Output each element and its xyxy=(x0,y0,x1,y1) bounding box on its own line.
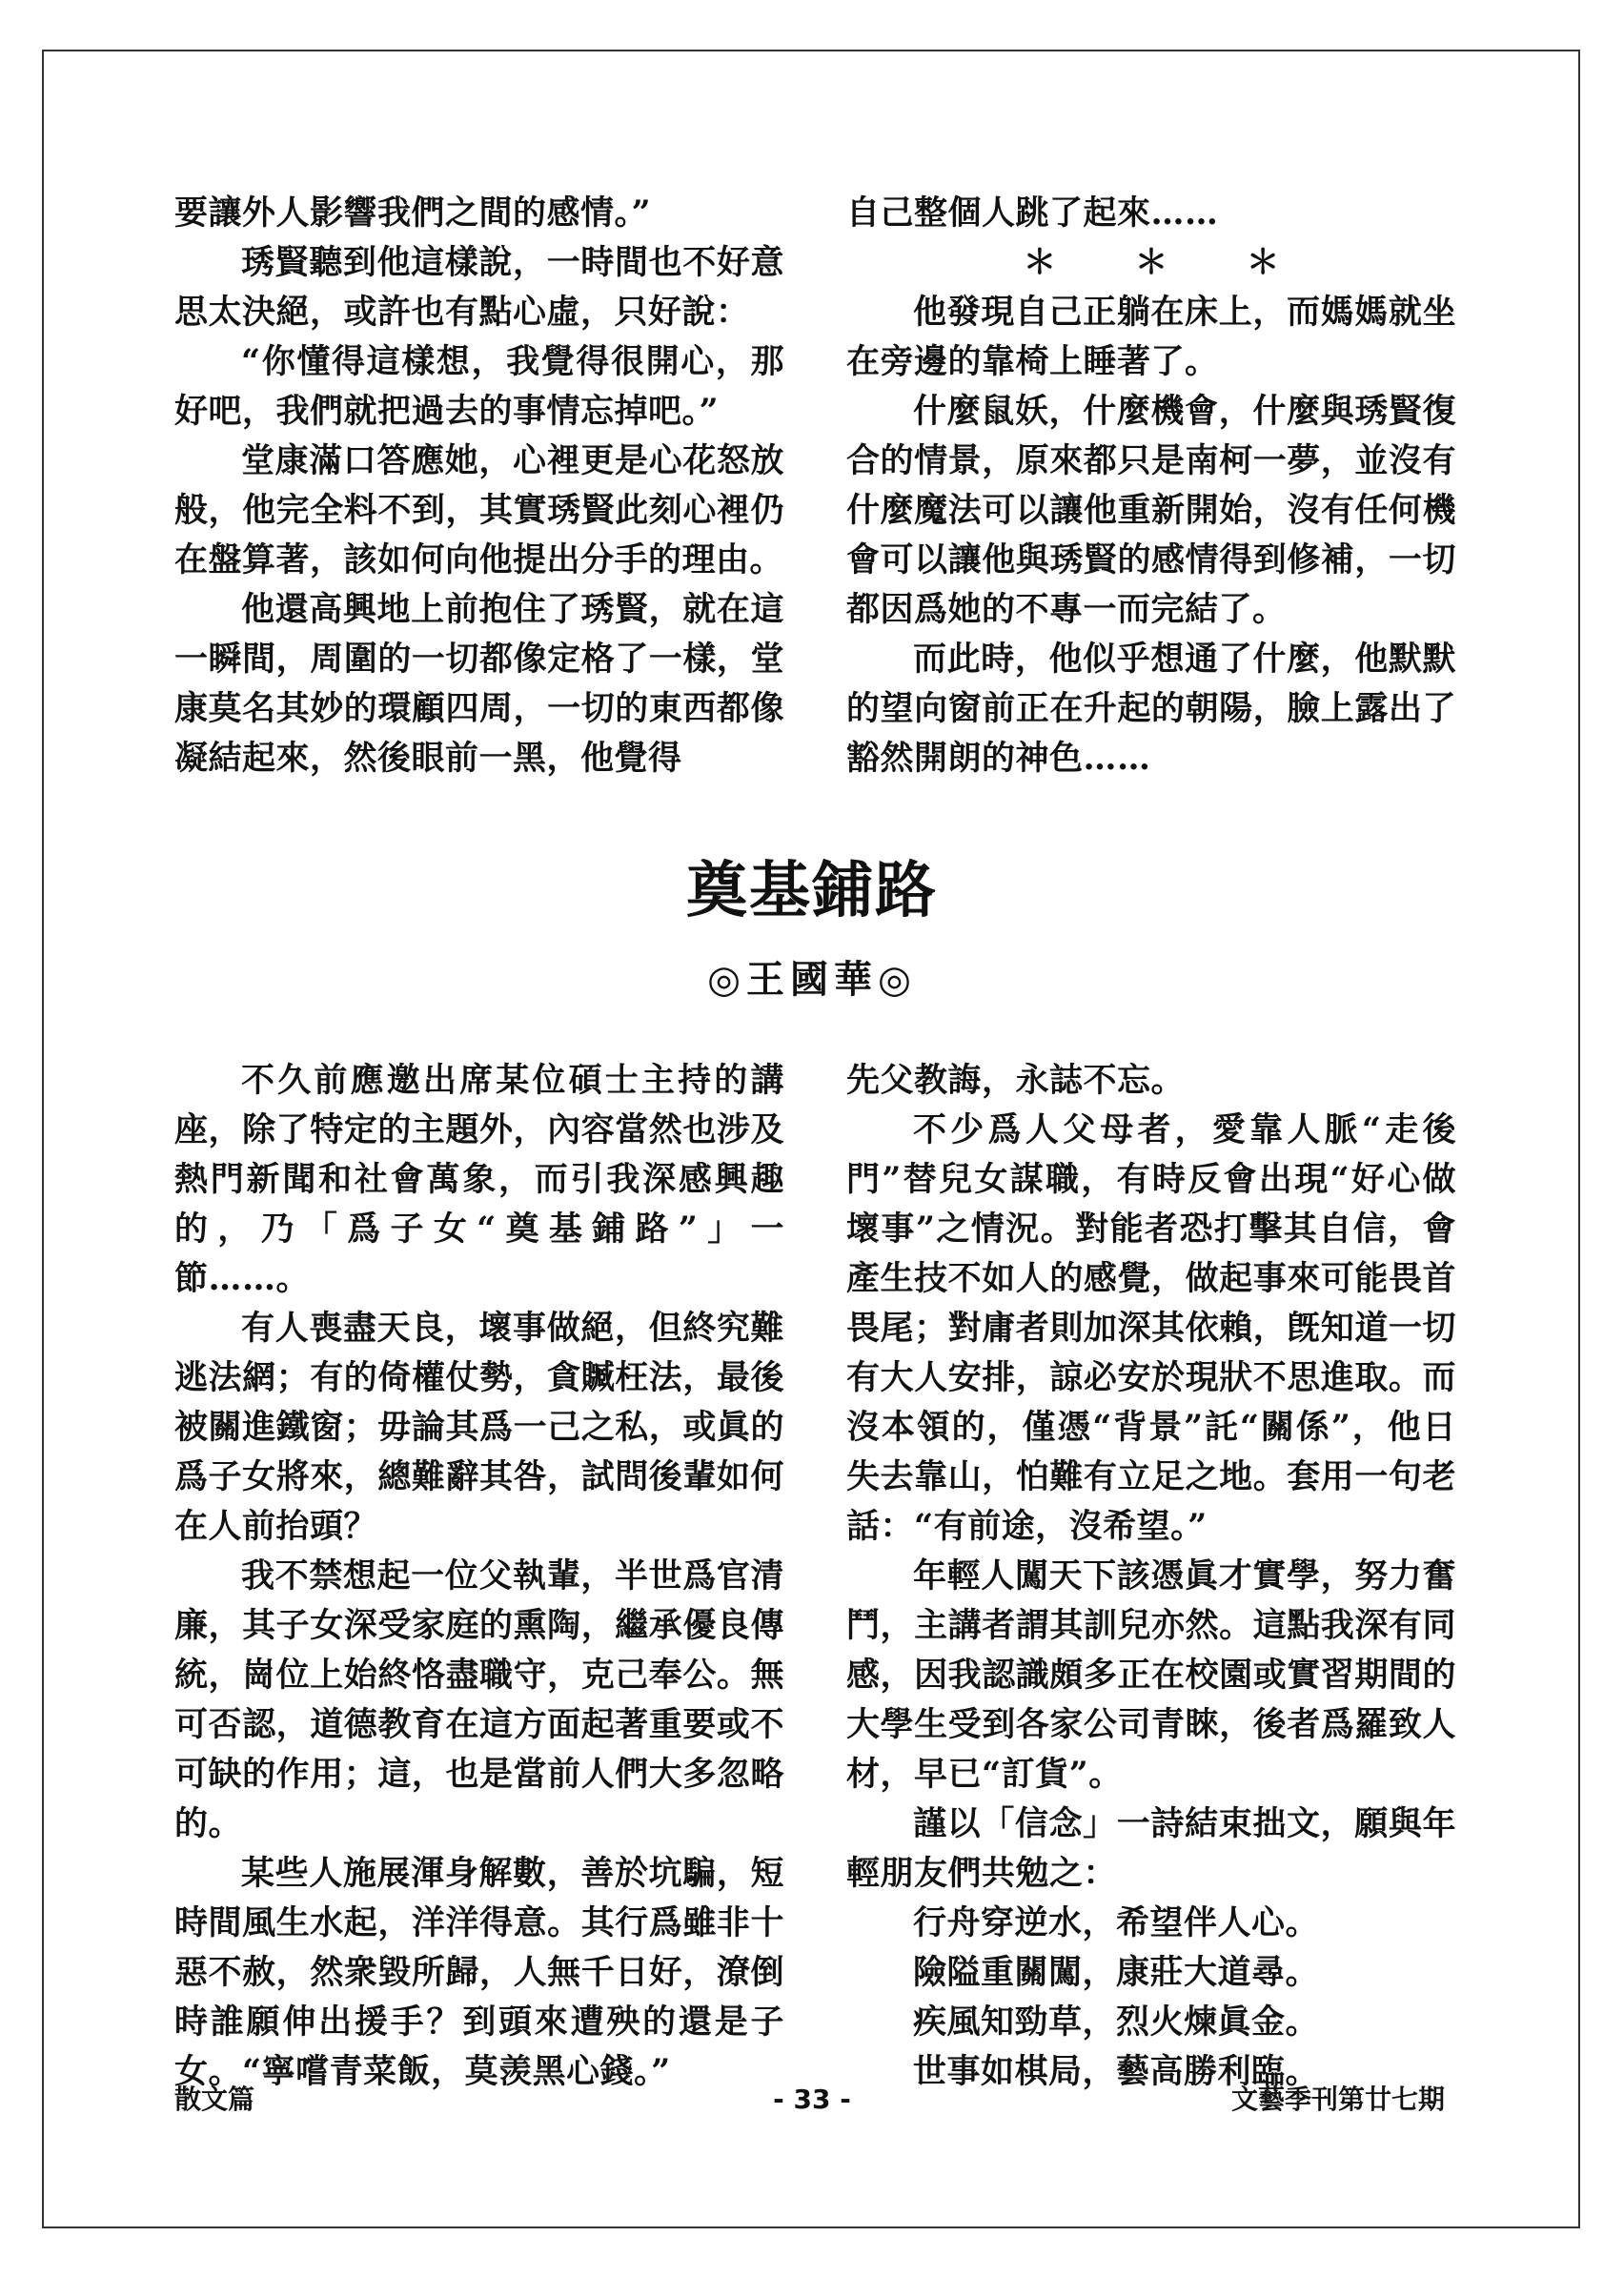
paragraph: 先父教誨，永誌不忘。 xyxy=(846,1061,1186,1100)
article-title: 奠基鋪路 xyxy=(686,855,938,926)
paragraph: 我不禁想起一位父執輩，半世爲官清廉，其子女深受家庭的熏陶，繼承優良傳統，崗位上始終恪盡職守，克己奉公。無可否認，道德教育在這方面起著重要或不可缺的作用；這，也是當前人們大多忽略的。 xyxy=(174,1556,784,1843)
footer-section-label: 散文篇 xyxy=(174,2084,255,2115)
paragraph: 謹以「信念」一詩結束拙文，願與年輕朋友們共勉之： xyxy=(846,1804,1456,1893)
paragraph: 琇賢聽到他這樣說，一時間也不好意思太決絕，或許也有點心虛，只好說： xyxy=(174,243,784,332)
page-number: - 33 - xyxy=(773,2084,851,2115)
article-author: ◎王國華◎ xyxy=(707,957,917,1002)
paragraph: 堂康滿口答應她，心裡更是心花怒放般，他完全料不到，其實琇賢此刻心裡仍在盤算著，該如何向他提出分手的理由。 xyxy=(174,441,784,579)
paragraph: 不少爲人父母者，愛靠人脈“走後門”替兒女謀職，有時反會出現“好心做壞事”之情況。對能者恐打擊其自信，會產生技不如人的感覺，做起事來可能畏首畏尾；對庸者則加深其依賴，旣知道一切有大人安排，諒必安於現狀不思進取。而沒本領的，僅憑“背景”託“關係”，他日失去靠山，怕難有立足之地。套用一句老話：“有前途，沒希望。” xyxy=(846,1110,1456,1546)
paragraph: 要讓外人影響我們之間的感情。” xyxy=(174,193,652,233)
poem-line: 險隘重關闖，康莊大道尋。 xyxy=(913,1953,1320,1992)
paragraph: 什麼鼠妖，什麼機會，什麼與琇賢復合的情景，原來都只是南柯一夢，並沒有什麼魔法可以讓他重新開始，沒有任何機會可以讓他與琇賢的感情得到修補，一切都因爲她的不專一而完結了。 xyxy=(846,392,1456,629)
paragraph: 年輕人闖天下該憑眞才實學，努力奮鬥，主講者謂其訓兒亦然。這點我深有同感，因我認識頗多正在校園或實習期間的大學生受到各家公司青睞，後者爲羅致人材，早已“訂貨”。 xyxy=(846,1556,1456,1794)
section-break-stars: ＊ ＊ ＊ xyxy=(1023,243,1280,282)
paragraph: 而此時，他似乎想通了什麼，他默默的望向窗前正在升起的朝陽，臉上露出了豁然開朗的神色…… xyxy=(846,640,1456,778)
footer-publication: 文藝季刊第廿七期 xyxy=(1230,2084,1445,2115)
paragraph: 他發現自己正躺在床上，而媽媽就坐在旁邊的靠椅上睡著了。 xyxy=(846,293,1456,381)
article-right-column xyxy=(846,1056,1456,2097)
story-end-left-column xyxy=(174,189,784,783)
paragraph: “你懂得這樣想，我覺得很開心，那好吧，我們就把過去的事情忘掉吧。” xyxy=(174,342,784,431)
story-end-right-column xyxy=(846,189,1456,783)
paragraph: 不久前應邀出席某位碩士主持的講座，除了特定的主題外，內容當然也涉及熱門新聞和社會萬象，而引我深感興趣的，乃「爲子女“奠基鋪路”」一節……。 xyxy=(174,1061,784,1298)
poem-line: 世事如棋局，藝高勝利臨。 xyxy=(913,2052,1320,2091)
paragraph: 自己整個人跳了起來…… xyxy=(846,193,1219,233)
article-left-column xyxy=(174,1056,784,2097)
poem-line: 行舟穿逆水，希望伴人心。 xyxy=(913,1903,1320,1942)
paragraph: 某些人施展渾身解數，善於坑騙，短時間風生水起，洋洋得意。其行爲雖非十惡不赦，然衆毀所歸，人無千日好，潦倒時誰願伸出援手？到頭來遭殃的還是子女。“寧嚐青菜飯，莫羡黑心錢。” xyxy=(174,1854,784,2091)
paragraph: 有人喪盡天良，壞事做絕，但終究難逃法網；有的倚權仗勢，貪贓枉法，最後被關進鐵窗；毋論其爲一己之私，或眞的爲子女將來，總難辭其咎，試問後輩如何在人前抬頭？ xyxy=(174,1309,784,1546)
paragraph: 他還高興地上前抱住了琇賢，就在這一瞬間，周圍的一切都像定格了一樣，堂康莫名其妙的環顧四周，一切的東西都像凝結起來，然後眼前一黑，他覺得 xyxy=(174,590,784,778)
poem-line: 疾風知勁草，烈火煉眞金。 xyxy=(913,2003,1320,2042)
